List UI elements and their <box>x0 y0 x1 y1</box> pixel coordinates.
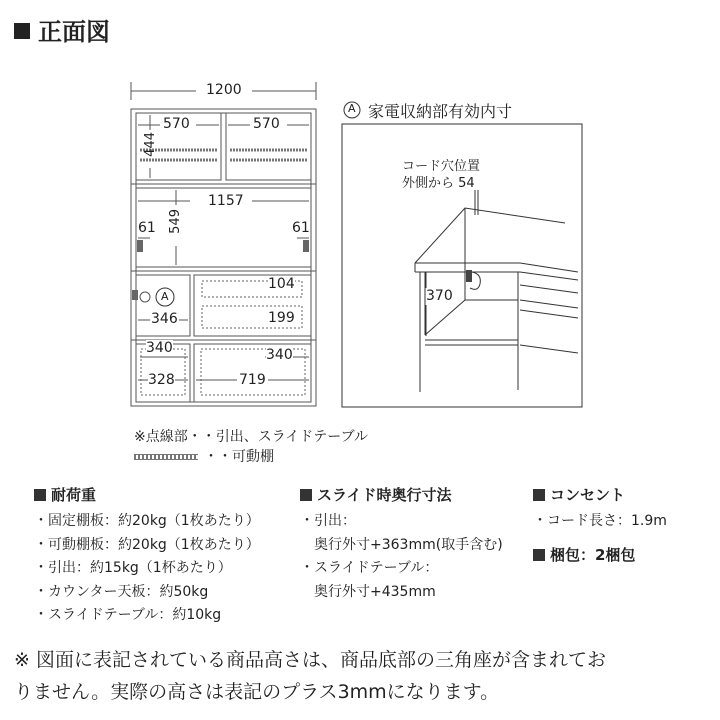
slide-item: 奥行外寸+435mm <box>300 583 436 600</box>
load-item: ・可動棚板：約20kg（1枚あたり） <box>34 536 260 553</box>
circle-a-label: A <box>161 290 169 303</box>
square-bullet-icon <box>533 489 545 501</box>
dim-570-left-label: 570 <box>163 116 190 132</box>
load-item: ・スライドテーブル：約10kg <box>34 607 222 623</box>
square-bullet-icon <box>34 489 46 501</box>
slide-list <box>300 510 503 604</box>
dim-340-right-label: 340 <box>266 347 293 363</box>
detail-circle-a-label: A <box>348 102 356 115</box>
detail-outlet-icon <box>466 270 472 282</box>
footnote-line-2: りません。実際の高さは表記のプラス3mmになります。 <box>14 681 500 703</box>
dim-1157-label: 1157 <box>208 193 244 209</box>
outlet-icon <box>132 290 138 300</box>
load-item: ・固定棚板：約20kg（1枚あたり） <box>34 513 260 529</box>
dim-719-label: 719 <box>239 372 266 388</box>
load-list <box>34 510 260 628</box>
legend-shelf-row <box>134 446 274 466</box>
dim-104-label: 104 <box>268 276 295 292</box>
slide-item: ・引出： <box>300 513 356 529</box>
hinge-left-icon <box>137 240 143 252</box>
detail-title: 家電収納部有効内寸 <box>368 102 513 121</box>
detail-counter-top <box>415 208 565 263</box>
dim-340-left-label: 340 <box>146 340 173 356</box>
footnote-line-1: ※ 図面に表記されている商品高さは、商品底部の三角座が含まれてお <box>14 649 606 671</box>
detail-floor-back <box>425 300 518 335</box>
dim-346-label: 346 <box>151 311 178 327</box>
hinge-right-icon <box>303 240 309 252</box>
detail-note-1: コード穴位置 <box>402 159 481 174</box>
load-item: ・引出：約15kg（1杯あたり） <box>34 560 232 576</box>
package-title: 梱包：2梱包 <box>550 546 636 564</box>
dim-width-label: 1200 <box>206 82 242 98</box>
dim-61-right-label: 61 <box>292 220 310 236</box>
package-row <box>533 544 635 565</box>
slide-item: ・スライドテーブル： <box>300 560 439 576</box>
load-item: ・カウンター天板：約50kg <box>34 583 209 600</box>
dim-444-label: 444 <box>143 132 158 157</box>
slide-title: スライド時奥行寸法 <box>317 486 452 504</box>
dim-328-label: 328 <box>148 372 175 388</box>
square-bullet-icon <box>300 489 312 501</box>
outlet-title: コンセント <box>550 486 626 504</box>
dim-570-right-label: 570 <box>253 116 280 132</box>
detail-note-2: 外側から 54 <box>402 176 475 191</box>
load-title-row <box>34 484 96 505</box>
slide-title-row <box>300 484 452 505</box>
slide-item: 奥行外寸+363mm(取手含む) <box>300 536 503 553</box>
detail-height-label: 370 <box>426 288 453 304</box>
square-bullet-icon <box>533 549 545 561</box>
dim-61-left-label: 61 <box>138 220 156 236</box>
load-title: 耐荷重 <box>51 486 97 504</box>
dim-199-label: 199 <box>268 310 295 326</box>
outlet-title-row <box>533 484 625 505</box>
page-title-text: 正面図 <box>38 18 110 46</box>
dim-549-label: 549 <box>168 209 183 234</box>
legend-dotted: ※点線部・・引出、スライドテーブル <box>134 429 369 445</box>
shelf-legend-icon <box>134 454 198 460</box>
cord-hole-icon <box>140 292 150 302</box>
outlet-item: ・コード長さ：1.9m <box>533 513 667 529</box>
legend-shelf: ・・可動棚 <box>204 449 274 465</box>
